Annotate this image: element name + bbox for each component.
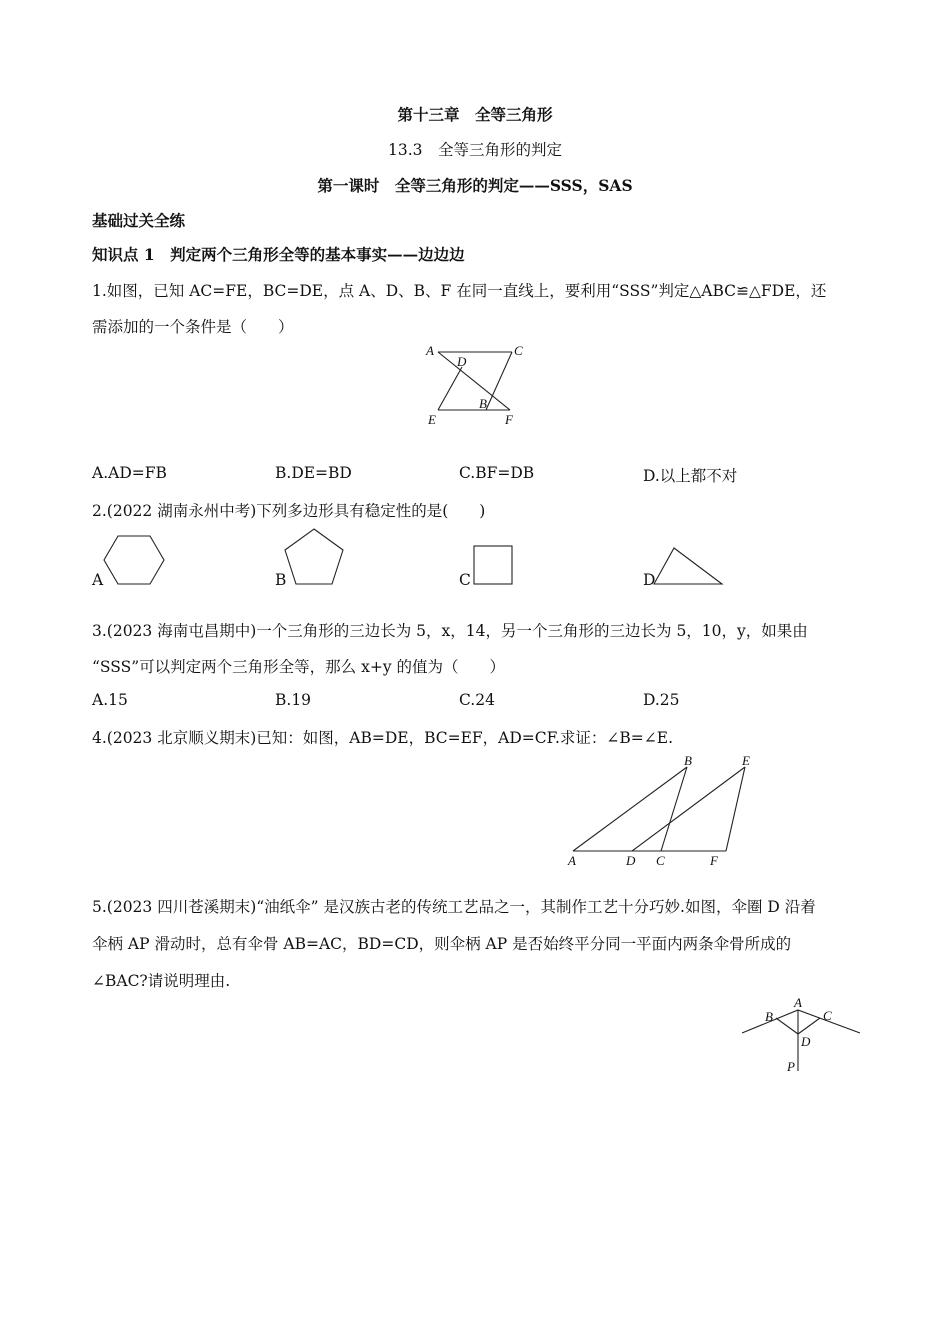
q5-label-b: B <box>765 1009 773 1024</box>
q1-text-line1: 1.如图，已知 AC=FE，BC=DE，点 A、D、B、F 在同一直线上，要利用“SSS”判定△ABC≌△FDE，还 <box>92 282 827 300</box>
q5-text-line1: 5.(2023 四川苍溪期末)“油纸伞” 是汉族古老的传统工艺品之一，其制作工艺十分巧妙.如图，伞圈 D 沿着 <box>92 898 816 916</box>
q5-label-d: D <box>801 1034 811 1049</box>
q2-option-d-label: D <box>643 571 656 589</box>
q2-option-b-label: B <box>275 571 287 589</box>
chapter-title: 第十三章 全等三角形 <box>397 105 553 124</box>
q3-text-line2: “SSS”可以判定两个三角形全等，那么 x+y 的值为（ ） <box>92 658 505 676</box>
q1-option-c: C.BF=DB <box>459 464 535 482</box>
q5-text-line3: ∠BAC?请说明理由. <box>92 972 231 990</box>
q1-label-a: A <box>426 343 434 358</box>
q1-label-c: C <box>514 343 523 358</box>
q5-text-line2: 伞柄 AP 滑动时，总有伞骨 AB=AC，BD=CD，则伞柄 AP 是否始终平分同一平面内两条伞骨所成的 <box>92 935 792 953</box>
q2-option-c-label: C <box>459 571 471 589</box>
q1-label-e: E <box>428 412 436 427</box>
q2-option-a-label: A <box>92 571 104 589</box>
q5-label-p: P <box>787 1059 795 1074</box>
q5-label-a: A <box>794 995 802 1010</box>
q1-text-line2: 需添加的一个条件是（ ） <box>92 318 294 336</box>
q4-label-a: A <box>568 853 576 868</box>
q4-label-c: C <box>656 853 665 868</box>
pentagon-shape <box>282 526 348 590</box>
q1-option-a: A.AD=FB <box>92 464 167 482</box>
q1-label-f: F <box>505 412 513 427</box>
q2-text: 2.(2022 湖南永州中考)下列多边形具有稳定性的是( ) <box>92 502 486 520</box>
q3-option-b: B.19 <box>275 691 312 709</box>
q4-figure <box>560 750 760 870</box>
q3-option-d: D.25 <box>643 691 680 709</box>
square-shape <box>472 544 516 588</box>
q1-option-d: D.以上都不对 <box>643 467 738 485</box>
q4-label-d: D <box>626 853 636 868</box>
q3-option-c: C.24 <box>459 691 495 709</box>
part-title: 基础过关全练 <box>92 211 186 230</box>
q1-label-d: D <box>457 354 467 369</box>
q4-label-b: B <box>684 753 692 768</box>
q1-figure <box>420 338 530 430</box>
q5-label-c: C <box>823 1008 832 1023</box>
hexagon-shape <box>100 532 170 590</box>
q4-label-f: F <box>710 853 718 868</box>
q4-text: 4.(2023 北京顺义期末)已知：如图，AB=DE，BC=EF，AD=CF.求证：∠B=∠E. <box>92 729 673 747</box>
q3-text-line1: 3.(2023 海南屯昌期中)一个三角形的三边长为 5，x，14，另一个三角形的三边长为 5，10，y，如果由 <box>92 622 808 640</box>
q1-option-b: B.DE=BD <box>275 464 352 482</box>
q5-umbrella-figure <box>735 995 865 1075</box>
q3-option-a: A.15 <box>92 691 128 709</box>
lesson-title: 第一课时 全等三角形的判定——SSS，SAS <box>317 176 633 195</box>
q1-label-b: B <box>479 396 487 411</box>
knowledge-point-title: 知识点 1 判定两个三角形全等的基本事实——边边边 <box>92 245 465 264</box>
section-title: 13.3 全等三角形的判定 <box>387 141 562 159</box>
triangle-shape <box>652 545 728 589</box>
q4-label-e: E <box>742 753 750 768</box>
